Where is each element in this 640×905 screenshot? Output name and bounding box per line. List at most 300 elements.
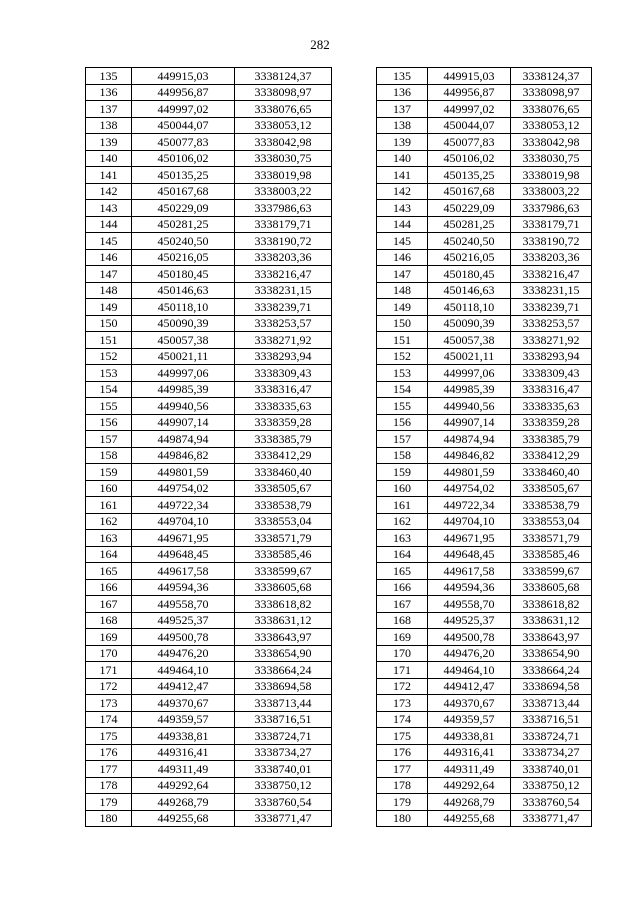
- point-number-cell: 169: [86, 629, 132, 646]
- y-coordinate-cell: 3338618,82: [511, 596, 592, 613]
- y-coordinate-cell: 3338740,01: [511, 761, 592, 778]
- point-number-cell: 166: [377, 579, 428, 596]
- table-row: [377, 612, 592, 629]
- table-row: [86, 381, 332, 398]
- x-coordinate-cell: 449801,59: [132, 464, 235, 481]
- point-number-cell: 178: [86, 777, 132, 794]
- table-row: [377, 315, 592, 332]
- x-coordinate-cell: 450216,05: [132, 249, 235, 266]
- y-coordinate-cell: 3338553,04: [235, 513, 332, 530]
- point-number-cell: 160: [377, 480, 428, 497]
- table-row: [377, 678, 592, 695]
- y-coordinate-cell: 3338293,94: [235, 348, 332, 365]
- point-number-cell: 165: [377, 563, 428, 580]
- table-row: [86, 530, 332, 547]
- y-coordinate-cell: 3338760,54: [511, 794, 592, 811]
- x-coordinate-cell: 449594,36: [132, 579, 235, 596]
- y-coordinate-cell: 3338716,51: [235, 711, 332, 728]
- x-coordinate-cell: 449956,87: [132, 84, 235, 101]
- y-coordinate-cell: 3338599,67: [235, 563, 332, 580]
- table-row: [86, 695, 332, 712]
- x-coordinate-cell: 449846,82: [132, 447, 235, 464]
- table-row: [377, 381, 592, 398]
- table-row: [377, 431, 592, 448]
- table-row: [86, 332, 332, 349]
- x-coordinate-cell: 449500,78: [428, 629, 511, 646]
- table-row: [86, 662, 332, 679]
- table-row: [86, 299, 332, 316]
- x-coordinate-cell: 449525,37: [132, 612, 235, 629]
- x-coordinate-cell: 449997,06: [132, 365, 235, 382]
- x-coordinate-cell: 449874,94: [132, 431, 235, 448]
- x-coordinate-cell: 449704,10: [428, 513, 511, 530]
- x-coordinate-cell: 450146,63: [132, 282, 235, 299]
- y-coordinate-cell: 3338734,27: [511, 744, 592, 761]
- y-coordinate-cell: 3338654,90: [235, 645, 332, 662]
- y-coordinate-cell: 3338605,68: [511, 579, 592, 596]
- y-coordinate-cell: 3337986,63: [511, 200, 592, 217]
- x-coordinate-cell: 450021,11: [132, 348, 235, 365]
- y-coordinate-cell: 3338098,97: [235, 84, 332, 101]
- y-coordinate-cell: 3338553,04: [511, 513, 592, 530]
- x-coordinate-cell: 449648,45: [428, 546, 511, 563]
- point-number-cell: 156: [377, 414, 428, 431]
- x-coordinate-cell: 450021,11: [428, 348, 511, 365]
- y-coordinate-cell: 3338412,29: [235, 447, 332, 464]
- y-coordinate-cell: 3338694,58: [511, 678, 592, 695]
- table-row: [377, 183, 592, 200]
- point-number-cell: 138: [377, 117, 428, 134]
- x-coordinate-cell: 450216,05: [428, 249, 511, 266]
- x-coordinate-cell: 450106,02: [132, 150, 235, 167]
- y-coordinate-cell: 3338179,71: [511, 216, 592, 233]
- point-number-cell: 180: [377, 810, 428, 827]
- point-number-cell: 139: [377, 134, 428, 151]
- x-coordinate-cell: 450057,38: [132, 332, 235, 349]
- table-row: [86, 117, 332, 134]
- point-number-cell: 157: [86, 431, 132, 448]
- point-number-cell: 142: [86, 183, 132, 200]
- point-number-cell: 147: [377, 266, 428, 283]
- table-row: [86, 728, 332, 745]
- y-coordinate-cell: 3338734,27: [235, 744, 332, 761]
- table-row: [86, 134, 332, 151]
- point-number-cell: 150: [86, 315, 132, 332]
- x-coordinate-cell: 450240,50: [132, 233, 235, 250]
- table-row: [377, 167, 592, 184]
- point-number-cell: 161: [377, 497, 428, 514]
- point-number-cell: 168: [377, 612, 428, 629]
- point-number-cell: 140: [86, 150, 132, 167]
- point-number-cell: 170: [86, 645, 132, 662]
- point-number-cell: 143: [377, 200, 428, 217]
- point-number-cell: 152: [86, 348, 132, 365]
- x-coordinate-cell: 450167,68: [428, 183, 511, 200]
- table-row: [377, 728, 592, 745]
- point-number-cell: 156: [86, 414, 132, 431]
- table-row: [86, 266, 332, 283]
- point-number-cell: 174: [377, 711, 428, 728]
- point-number-cell: 159: [86, 464, 132, 481]
- x-coordinate-cell: 450090,39: [428, 315, 511, 332]
- x-coordinate-cell: 449412,47: [132, 678, 235, 695]
- y-coordinate-cell: 3338019,98: [511, 167, 592, 184]
- y-coordinate-cell: 3338042,98: [235, 134, 332, 151]
- table-row: [86, 645, 332, 662]
- x-coordinate-cell: 450229,09: [132, 200, 235, 217]
- x-coordinate-cell: 449359,57: [132, 711, 235, 728]
- table-row: [377, 414, 592, 431]
- table-row: [377, 299, 592, 316]
- y-coordinate-cell: 3338643,97: [235, 629, 332, 646]
- point-number-cell: 173: [86, 695, 132, 712]
- x-coordinate-cell: 449617,58: [428, 563, 511, 580]
- table-row: [377, 777, 592, 794]
- point-number-cell: 146: [86, 249, 132, 266]
- point-number-cell: 164: [377, 546, 428, 563]
- x-coordinate-cell: 450077,83: [132, 134, 235, 151]
- y-coordinate-cell: 3338385,79: [511, 431, 592, 448]
- y-coordinate-cell: 3338030,75: [235, 150, 332, 167]
- point-number-cell: 176: [86, 744, 132, 761]
- table-row: [377, 662, 592, 679]
- point-number-cell: 154: [86, 381, 132, 398]
- y-coordinate-cell: 3338239,71: [511, 299, 592, 316]
- point-number-cell: 152: [377, 348, 428, 365]
- y-coordinate-cell: 3338190,72: [511, 233, 592, 250]
- table-row: [86, 183, 332, 200]
- table-row: [86, 249, 332, 266]
- table-row: [377, 546, 592, 563]
- table-row: [377, 794, 592, 811]
- table-row: [86, 711, 332, 728]
- y-coordinate-cell: 3338239,71: [235, 299, 332, 316]
- x-coordinate-cell: 449255,68: [428, 810, 511, 827]
- point-number-cell: 141: [86, 167, 132, 184]
- y-coordinate-cell: 3338030,75: [511, 150, 592, 167]
- y-coordinate-cell: 3338643,97: [511, 629, 592, 646]
- x-coordinate-cell: 450077,83: [428, 134, 511, 151]
- point-number-cell: 162: [377, 513, 428, 530]
- table-row: [86, 365, 332, 382]
- y-coordinate-cell: 3338019,98: [235, 167, 332, 184]
- x-coordinate-cell: 450180,45: [428, 266, 511, 283]
- table-row: [377, 134, 592, 151]
- point-number-cell: 175: [377, 728, 428, 745]
- point-number-cell: 145: [86, 233, 132, 250]
- x-coordinate-cell: 449476,20: [428, 645, 511, 662]
- table-row: [86, 101, 332, 118]
- table-row: [86, 398, 332, 415]
- table-row: [86, 761, 332, 778]
- y-coordinate-cell: 3338076,65: [235, 101, 332, 118]
- x-coordinate-cell: 450118,10: [428, 299, 511, 316]
- table-row: [86, 167, 332, 184]
- x-coordinate-cell: 449915,03: [132, 68, 235, 85]
- y-coordinate-cell: 3338538,79: [511, 497, 592, 514]
- y-coordinate-cell: 3338585,46: [235, 546, 332, 563]
- table-row: [86, 563, 332, 580]
- table-row: [86, 596, 332, 613]
- point-number-cell: 159: [377, 464, 428, 481]
- point-number-cell: 165: [86, 563, 132, 580]
- table-row: [86, 150, 332, 167]
- x-coordinate-cell: 450118,10: [132, 299, 235, 316]
- y-coordinate-cell: 3338309,43: [235, 365, 332, 382]
- x-coordinate-cell: 449464,10: [428, 662, 511, 679]
- y-coordinate-cell: 3338003,22: [235, 183, 332, 200]
- x-coordinate-cell: 449525,37: [428, 612, 511, 629]
- y-coordinate-cell: 3338750,12: [235, 777, 332, 794]
- point-number-cell: 137: [86, 101, 132, 118]
- x-coordinate-cell: 449915,03: [428, 68, 511, 85]
- point-number-cell: 146: [377, 249, 428, 266]
- x-coordinate-cell: 450044,07: [132, 117, 235, 134]
- y-coordinate-cell: 3338724,71: [235, 728, 332, 745]
- x-coordinate-cell: 449370,67: [428, 695, 511, 712]
- x-coordinate-cell: 450180,45: [132, 266, 235, 283]
- y-coordinate-cell: 3338412,29: [511, 447, 592, 464]
- point-number-cell: 177: [86, 761, 132, 778]
- point-number-cell: 149: [377, 299, 428, 316]
- x-coordinate-cell: 450167,68: [132, 183, 235, 200]
- point-number-cell: 138: [86, 117, 132, 134]
- x-coordinate-cell: 449846,82: [428, 447, 511, 464]
- coordinates-table-right: [376, 67, 592, 827]
- point-number-cell: 171: [86, 662, 132, 679]
- table-row: [86, 579, 332, 596]
- y-coordinate-cell: 3338003,22: [511, 183, 592, 200]
- point-number-cell: 153: [86, 365, 132, 382]
- table-row: [377, 332, 592, 349]
- y-coordinate-cell: 3338316,47: [511, 381, 592, 398]
- y-coordinate-cell: 3338460,40: [511, 464, 592, 481]
- y-coordinate-cell: 3338571,79: [235, 530, 332, 547]
- point-number-cell: 144: [86, 216, 132, 233]
- x-coordinate-cell: 450135,25: [132, 167, 235, 184]
- x-coordinate-cell: 449359,57: [428, 711, 511, 728]
- y-coordinate-cell: 3338098,97: [511, 84, 592, 101]
- x-coordinate-cell: 449997,02: [132, 101, 235, 118]
- point-number-cell: 143: [86, 200, 132, 217]
- point-number-cell: 177: [377, 761, 428, 778]
- x-coordinate-cell: 449558,70: [132, 596, 235, 613]
- table-row: [377, 744, 592, 761]
- point-number-cell: 166: [86, 579, 132, 596]
- x-coordinate-cell: 449671,95: [132, 530, 235, 547]
- point-number-cell: 169: [377, 629, 428, 646]
- table-row: [86, 678, 332, 695]
- table-row: [377, 530, 592, 547]
- table-row: [377, 233, 592, 250]
- point-number-cell: 145: [377, 233, 428, 250]
- point-number-cell: 135: [86, 68, 132, 85]
- x-coordinate-cell: 450146,63: [428, 282, 511, 299]
- y-coordinate-cell: 3338231,15: [511, 282, 592, 299]
- y-coordinate-cell: 3338190,72: [235, 233, 332, 250]
- y-coordinate-cell: 3338216,47: [511, 266, 592, 283]
- table-row: [377, 497, 592, 514]
- x-coordinate-cell: 450281,25: [428, 216, 511, 233]
- table-row: [377, 447, 592, 464]
- point-number-cell: 148: [377, 282, 428, 299]
- point-number-cell: 180: [86, 810, 132, 827]
- y-coordinate-cell: 3338713,44: [235, 695, 332, 712]
- point-number-cell: 144: [377, 216, 428, 233]
- y-coordinate-cell: 3338179,71: [235, 216, 332, 233]
- point-number-cell: 161: [86, 497, 132, 514]
- y-coordinate-cell: 3338216,47: [235, 266, 332, 283]
- y-coordinate-cell: 3338271,92: [511, 332, 592, 349]
- y-coordinate-cell: 3338631,12: [511, 612, 592, 629]
- y-coordinate-cell: 3338359,28: [511, 414, 592, 431]
- point-number-cell: 158: [86, 447, 132, 464]
- y-coordinate-cell: 3338760,54: [235, 794, 332, 811]
- y-coordinate-cell: 3338740,01: [235, 761, 332, 778]
- table-row: [377, 216, 592, 233]
- x-coordinate-cell: 449311,49: [132, 761, 235, 778]
- table-row: [377, 645, 592, 662]
- table-row: [377, 513, 592, 530]
- y-coordinate-cell: 3338631,12: [235, 612, 332, 629]
- table-row: [377, 563, 592, 580]
- point-number-cell: 167: [377, 596, 428, 613]
- x-coordinate-cell: 449874,94: [428, 431, 511, 448]
- x-coordinate-cell: 449476,20: [132, 645, 235, 662]
- x-coordinate-cell: 449338,81: [132, 728, 235, 745]
- x-coordinate-cell: 449311,49: [428, 761, 511, 778]
- x-coordinate-cell: 449464,10: [132, 662, 235, 679]
- y-coordinate-cell: 3338505,67: [511, 480, 592, 497]
- x-coordinate-cell: 449997,06: [428, 365, 511, 382]
- x-coordinate-cell: 449997,02: [428, 101, 511, 118]
- x-coordinate-cell: 450090,39: [132, 315, 235, 332]
- y-coordinate-cell: 3338359,28: [235, 414, 332, 431]
- x-coordinate-cell: 449594,36: [428, 579, 511, 596]
- x-coordinate-cell: 450229,09: [428, 200, 511, 217]
- y-coordinate-cell: 3338316,47: [235, 381, 332, 398]
- y-coordinate-cell: 3338042,98: [511, 134, 592, 151]
- table-row: [377, 117, 592, 134]
- x-coordinate-cell: 449985,39: [132, 381, 235, 398]
- x-coordinate-cell: 449985,39: [428, 381, 511, 398]
- table-row: [377, 266, 592, 283]
- x-coordinate-cell: 449255,68: [132, 810, 235, 827]
- table-row: [377, 398, 592, 415]
- table-row: [86, 315, 332, 332]
- point-number-cell: 162: [86, 513, 132, 530]
- table-row: [86, 629, 332, 646]
- point-number-cell: 135: [377, 68, 428, 85]
- y-coordinate-cell: 3338309,43: [511, 365, 592, 382]
- point-number-cell: 164: [86, 546, 132, 563]
- point-number-cell: 157: [377, 431, 428, 448]
- point-number-cell: 141: [377, 167, 428, 184]
- table-row: [86, 233, 332, 250]
- y-coordinate-cell: 3338605,68: [235, 579, 332, 596]
- table-row: [377, 348, 592, 365]
- point-number-cell: 147: [86, 266, 132, 283]
- point-number-cell: 179: [377, 794, 428, 811]
- x-coordinate-cell: 450106,02: [428, 150, 511, 167]
- y-coordinate-cell: 3338124,37: [235, 68, 332, 85]
- x-coordinate-cell: 449338,81: [428, 728, 511, 745]
- table-row: [377, 150, 592, 167]
- table-row: [86, 464, 332, 481]
- point-number-cell: 176: [377, 744, 428, 761]
- y-coordinate-cell: 3338538,79: [235, 497, 332, 514]
- table-row: [86, 497, 332, 514]
- y-coordinate-cell: 3338724,71: [511, 728, 592, 745]
- table-row: [377, 761, 592, 778]
- table-row: [377, 579, 592, 596]
- y-coordinate-cell: 3338460,40: [235, 464, 332, 481]
- table-row: [86, 84, 332, 101]
- x-coordinate-cell: 449412,47: [428, 678, 511, 695]
- x-coordinate-cell: 449671,95: [428, 530, 511, 547]
- y-coordinate-cell: 3338253,57: [511, 315, 592, 332]
- table-row: [377, 695, 592, 712]
- table-row: [377, 629, 592, 646]
- y-coordinate-cell: 3338505,67: [235, 480, 332, 497]
- x-coordinate-cell: 450281,25: [132, 216, 235, 233]
- table-row: [86, 348, 332, 365]
- point-number-cell: 136: [377, 84, 428, 101]
- table-row: [86, 744, 332, 761]
- x-coordinate-cell: 449268,79: [132, 794, 235, 811]
- x-coordinate-cell: 449617,58: [132, 563, 235, 580]
- x-coordinate-cell: 449940,56: [132, 398, 235, 415]
- y-coordinate-cell: 3338585,46: [511, 546, 592, 563]
- point-number-cell: 142: [377, 183, 428, 200]
- point-number-cell: 136: [86, 84, 132, 101]
- y-coordinate-cell: 3338053,12: [235, 117, 332, 134]
- table-row: [377, 810, 592, 827]
- point-number-cell: 137: [377, 101, 428, 118]
- x-coordinate-cell: 449722,34: [132, 497, 235, 514]
- y-coordinate-cell: 3338335,63: [511, 398, 592, 415]
- point-number-cell: 148: [86, 282, 132, 299]
- x-coordinate-cell: 449754,02: [428, 480, 511, 497]
- y-coordinate-cell: 3338664,24: [235, 662, 332, 679]
- point-number-cell: 168: [86, 612, 132, 629]
- table-row: [86, 794, 332, 811]
- point-number-cell: 179: [86, 794, 132, 811]
- table-row: [86, 480, 332, 497]
- x-coordinate-cell: 450240,50: [428, 233, 511, 250]
- point-number-cell: 154: [377, 381, 428, 398]
- y-coordinate-cell: 3338694,58: [235, 678, 332, 695]
- y-coordinate-cell: 3338771,47: [235, 810, 332, 827]
- table-row: [86, 546, 332, 563]
- y-coordinate-cell: 3338716,51: [511, 711, 592, 728]
- x-coordinate-cell: 450057,38: [428, 332, 511, 349]
- point-number-cell: 153: [377, 365, 428, 382]
- y-coordinate-cell: 3338571,79: [511, 530, 592, 547]
- table-row: [86, 414, 332, 431]
- x-coordinate-cell: 449956,87: [428, 84, 511, 101]
- x-coordinate-cell: 449907,14: [132, 414, 235, 431]
- table-row: [377, 84, 592, 101]
- x-coordinate-cell: 449292,64: [132, 777, 235, 794]
- y-coordinate-cell: 3338203,36: [511, 249, 592, 266]
- x-coordinate-cell: 449292,64: [428, 777, 511, 794]
- x-coordinate-cell: 450135,25: [428, 167, 511, 184]
- y-coordinate-cell: 3338231,15: [235, 282, 332, 299]
- table-row: [86, 447, 332, 464]
- x-coordinate-cell: 449316,41: [428, 744, 511, 761]
- table-row: [377, 249, 592, 266]
